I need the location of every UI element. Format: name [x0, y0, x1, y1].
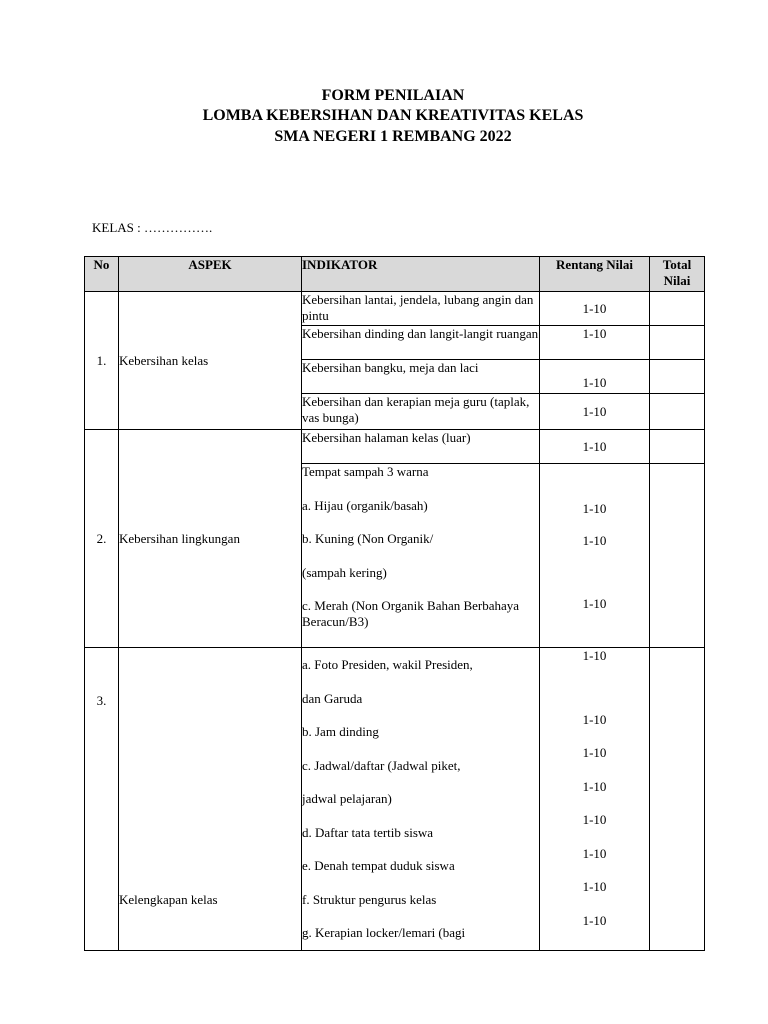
- section3-nilai-item: [540, 678, 649, 712]
- header-total-line2: Nilai: [663, 273, 691, 288]
- section2-indikator-2: [302, 464, 540, 648]
- section3-nilai-item: 1-10: [582, 745, 607, 760]
- section1-nilai-3: 1-10: [540, 360, 650, 394]
- table-header-row: [85, 257, 705, 292]
- section3-item: a. Foto Presiden, wakil Presiden,: [302, 657, 473, 672]
- section3-nilai-item: 1-10: [582, 711, 607, 727]
- section2-nilai-1: 1-10: [540, 430, 650, 464]
- form-title-line3: SMA NEGERI 1 REMBANG 2022: [274, 128, 512, 145]
- section2-intro: Tempat sampah 3 warna: [302, 464, 429, 479]
- header-aspek: ASPEK: [119, 257, 302, 292]
- table-row: [85, 430, 705, 464]
- table-row: [85, 648, 705, 951]
- section3-item: g. Kerapian locker/lemari (bagi: [302, 925, 466, 940]
- section2-aspek: Kebersihan lingkungan: [119, 430, 302, 648]
- section3-item: e. Denah tempat duduk siswa: [302, 858, 455, 873]
- section3-nilai-item: 1-10: [582, 912, 607, 928]
- section1-no: 1.: [85, 292, 119, 430]
- section2-item-b-cont: (sampah kering): [302, 564, 387, 580]
- section2-nilai-c: 1-10: [582, 596, 607, 611]
- section3-item: jadwal pelajaran): [302, 791, 392, 806]
- section2-indikator-1: Kebersihan halaman kelas (luar): [302, 430, 540, 464]
- section1-nilai-2: 1-10: [540, 326, 650, 360]
- section1-aspek: Kebersihan kelas: [119, 292, 302, 430]
- section1-indikator-4: Kebersihan dan kerapian meja guru (taplak, vas bunga): [302, 394, 540, 430]
- section3-item: dan Garuda: [302, 690, 363, 706]
- total-nilai-cell[interactable]: [650, 430, 705, 464]
- section2-item-c: c. Merah (Non Organik Bahan Berbahaya Beracun/B3): [302, 598, 520, 629]
- section3-item: d. Daftar tata tertib siswa: [302, 824, 434, 840]
- total-nilai-cell[interactable]: [650, 464, 705, 648]
- section3-aspek-cell: [119, 648, 302, 951]
- section3-nilai-item: 1-10: [582, 812, 607, 827]
- section1-indikator-3: Kebersihan bangku, meja dan laci: [302, 360, 540, 394]
- header-total-nilai: [650, 257, 705, 292]
- total-nilai-cell[interactable]: [650, 648, 705, 951]
- total-nilai-cell[interactable]: [650, 394, 705, 430]
- header-rentang-nilai: Rentang Nilai: [540, 257, 650, 292]
- section3-nilai-item: 1-10: [582, 778, 607, 794]
- section1-nilai-1: 1-10: [540, 292, 650, 326]
- section3-no-cell: [85, 648, 119, 951]
- kelas-field: KELAS : …………….: [92, 220, 213, 235]
- section2-nilai-a: 1-10: [582, 501, 607, 516]
- section1-indikator-2: Kebersihan dinding dan langit-langit ruangan: [302, 326, 540, 360]
- section2-nilai-b: 1-10: [582, 533, 607, 548]
- section3-nilai-item: 1-10: [582, 845, 607, 861]
- assessment-table: [84, 256, 705, 951]
- header-total-line1: Total: [662, 257, 692, 272]
- section3-item: f. Struktur pengurus kelas: [302, 891, 437, 907]
- section3-nilai: [540, 648, 650, 951]
- header-no: No: [85, 257, 119, 292]
- section3-indikator: [302, 648, 540, 951]
- section3-item: c. Jadwal/daftar (Jadwal piket,: [302, 757, 461, 773]
- form-title-line1: FORM PENILAIAN: [321, 87, 465, 104]
- section2-no: 2.: [85, 430, 119, 648]
- total-nilai-cell[interactable]: [650, 326, 705, 360]
- section3-aspek: Kelengkapan kelas: [119, 892, 218, 907]
- section2-item-a: a. Hijau (organik/basah): [302, 497, 428, 513]
- section3-item: b. Jam dinding: [302, 724, 379, 739]
- table-row: [85, 292, 705, 326]
- total-nilai-cell[interactable]: [650, 292, 705, 326]
- form-title-line2: LOMBA KEBERSIHAN DAN KREATIVITAS KELAS: [202, 107, 584, 124]
- total-nilai-cell[interactable]: [650, 360, 705, 394]
- header-indikator: INDIKATOR: [302, 257, 540, 292]
- section3-nilai-item: 1-10: [582, 879, 607, 894]
- section3-no: 3.: [96, 693, 107, 708]
- section3-nilai-item: 1-10: [582, 648, 607, 663]
- section1-nilai-4: 1-10: [540, 394, 650, 430]
- section1-indikator-1: Kebersihan lantai, jendela, lubang angin dan pintu: [302, 292, 540, 326]
- section2-nilai-group: [540, 464, 650, 648]
- section2-item-b: b. Kuning (Non Organik/: [302, 531, 434, 546]
